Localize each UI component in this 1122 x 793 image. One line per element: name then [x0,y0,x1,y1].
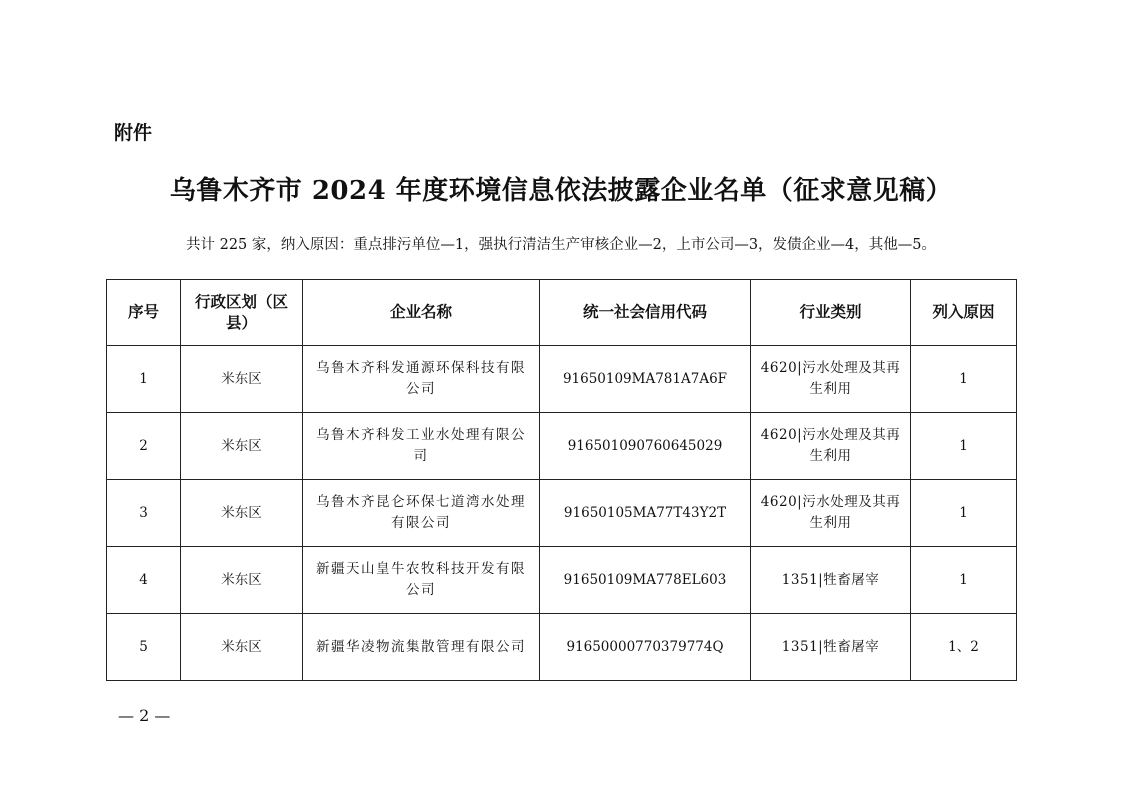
cell-industry: 1351|牲畜屠宰 [751,547,911,614]
document-summary: 共计 225 家，纳入原因：重点排污单位—1，强执行清洁生产审核企业—2，上市公司—3，发债企业—4，其他—5。 [185,237,937,253]
cell-name: 新疆天山皇牛农牧科技开发有限公司 [303,547,540,614]
cell-industry: 4620|污水处理及其再生利用 [751,480,911,547]
table-row [107,547,1017,614]
table-row [107,614,1017,681]
cell-industry: 1351|牲畜屠宰 [751,614,911,681]
cell-industry: 4620|污水处理及其再生利用 [751,413,911,480]
cell-reason: 1 [911,547,1017,614]
cell-district: 米东区 [181,547,303,614]
cell-reason: 1、2 [911,614,1017,681]
column-header-name: 企业名称 [303,280,540,346]
cell-no: 2 [107,413,181,480]
cell-no: 3 [107,480,181,547]
column-header-district: 行政区划（区县） [181,280,303,346]
table-header-row [107,280,1017,346]
enterprise-table [106,279,1017,681]
cell-code: 91650105MA77T43Y2T [540,480,751,547]
cell-no: 4 [107,547,181,614]
cell-no: 5 [107,614,181,681]
cell-name: 乌鲁木齐科发工业水处理有限公司 [303,413,540,480]
cell-name: 乌鲁木齐科发通源环保科技有限公司 [303,346,540,413]
page-number: — 2 — [118,706,171,725]
column-header-no: 序号 [107,280,181,346]
cell-reason: 1 [911,346,1017,413]
cell-district: 米东区 [181,413,303,480]
cell-reason: 1 [911,413,1017,480]
cell-code: 91650109MA781A7A6F [540,346,751,413]
document-title: 乌鲁木齐市 2024 年度环境信息依法披露企业名单（征求意见稿） [169,176,953,206]
column-header-reason: 列入原因 [911,280,1017,346]
table-row [107,346,1017,413]
cell-no: 1 [107,346,181,413]
cell-name: 乌鲁木齐昆仑环保七道湾水处理有限公司 [303,480,540,547]
cell-name: 新疆华凌物流集散管理有限公司 [303,614,540,681]
cell-code: 916501090760645029 [540,413,751,480]
attachment-label: 附件 [114,122,153,144]
column-header-code: 统一社会信用代码 [540,280,751,346]
cell-district: 米东区 [181,614,303,681]
cell-code: 91650109MA778EL603 [540,547,751,614]
cell-district: 米东区 [181,480,303,547]
cell-industry: 4620|污水处理及其再生利用 [751,346,911,413]
cell-code: 91650000770379774Q [540,614,751,681]
column-header-industry: 行业类别 [751,280,911,346]
table-row [107,480,1017,547]
table-row [107,413,1017,480]
cell-district: 米东区 [181,346,303,413]
cell-reason: 1 [911,480,1017,547]
